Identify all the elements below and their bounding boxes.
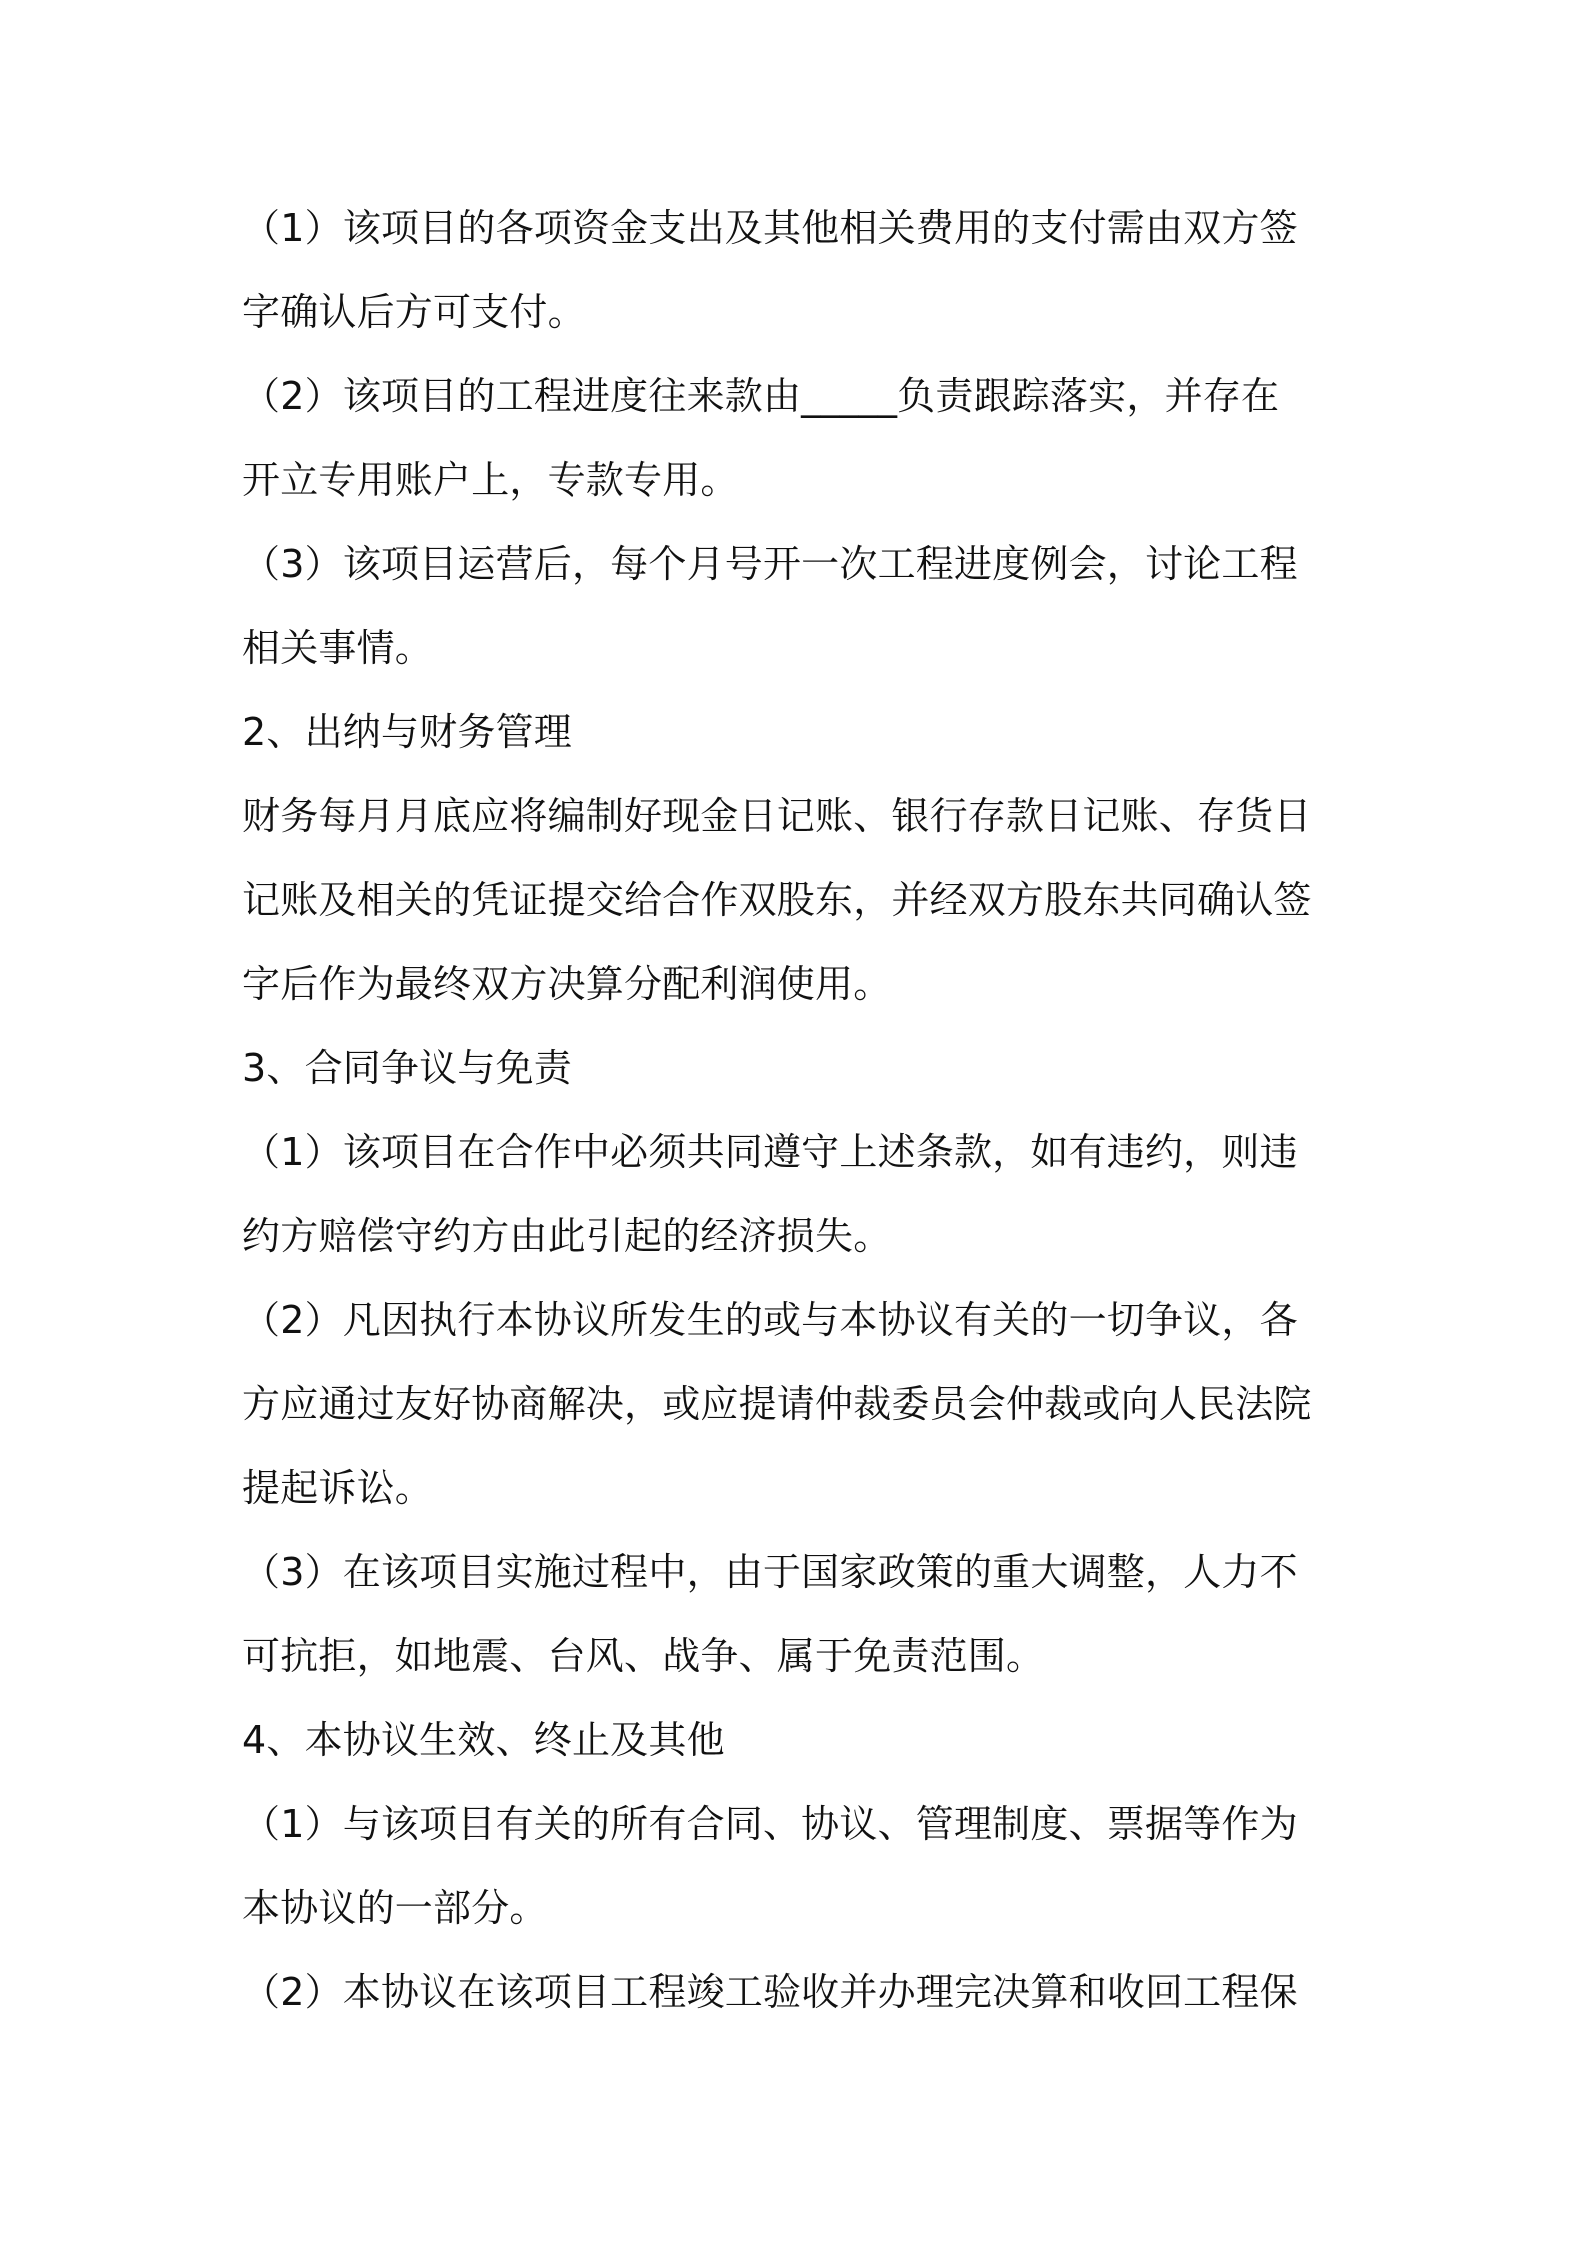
text-line: 约方赔偿守约方由此引起的经济损失。 [242,1214,892,1258]
text-line: （3）该项目运营后，每个月号开一次工程进度例会，讨论工程 [242,542,1298,586]
text-line: 财务每月月底应将编制好现金日记账、银行存款日记账、存货日 [242,794,1312,838]
text-line: （2）凡因执行本协议所发生的或与本协议有关的一切争议，各 [242,1298,1298,1342]
text-line: 开立专用账户上，专款专用。 [242,458,739,502]
text-line: 记账及相关的凭证提交给合作双股东，并经双方股东共同确认签 [242,878,1312,922]
text-line: （1）该项目的各项资金支出及其他相关费用的支付需由双方签 [242,206,1298,250]
text-line: （3）在该项目实施过程中，由于国家政策的重大调整，人力不 [242,1550,1298,1594]
text-line: 本协议的一部分。 [242,1886,548,1930]
text-line: 相关事情。 [242,626,434,670]
text-line: 字确认后方可支付。 [242,290,586,334]
text-line: （1）该项目在合作中必须共同遵守上述条款，如有违约，则违 [242,1130,1298,1174]
section-heading: 3、合同争议与免责 [242,1046,572,1090]
text-line: 可抗拒，如地震、台风、战争、属于免责范围。 [242,1634,1045,1678]
section-heading: 4、本协议生效、终止及其他 [242,1718,725,1762]
text-line: （2）本协议在该项目工程竣工验收并办理完决算和收回工程保 [242,1970,1298,2014]
section-heading: 2、出纳与财务管理 [242,710,572,754]
text-line: 字后作为最终双方决算分配利润使用。 [242,962,892,1006]
text-line: （2）该项目的工程进度往来款由_____负责跟踪落实，并存在 [242,374,1280,418]
text-line: （1）与该项目有关的所有合同、协议、管理制度、票据等作为 [242,1802,1298,1846]
text-line: 提起诉讼。 [242,1466,434,1510]
text-line: 方应通过友好协商解决，或应提请仲裁委员会仲裁或向人民法院 [242,1382,1312,1426]
